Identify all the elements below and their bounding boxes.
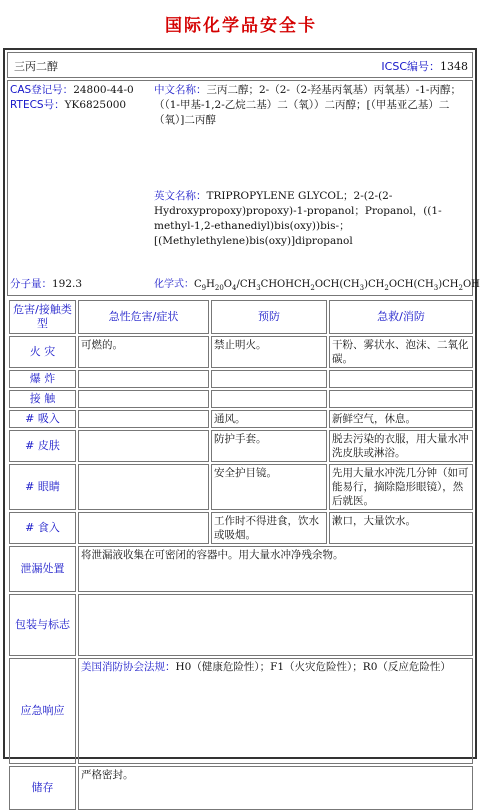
- rtecs-label: RTECS号：: [10, 99, 65, 111]
- header-prevention: 预防: [211, 300, 327, 334]
- row-first-aid: 先用大量水冲洗几分钟（如可能易行，摘除隐形眼镜），然后就医。: [329, 464, 473, 510]
- row-prevention: 工作时不得进食，饮水或吸烟。: [211, 512, 327, 544]
- chemical-name: 三丙二醇: [14, 60, 58, 73]
- row-type: 爆 炸: [9, 370, 76, 388]
- english-name: [154, 189, 472, 249]
- row-first-aid: 漱口，大量饮水。: [329, 512, 473, 544]
- chinese-name-value: 三丙二醇；2-（2-（2-羟基丙氧基）丙氧基）-1-丙醇；（（1-甲基-1,2-乙烷二基）二（氧））二丙醇；[（甲基亚乙基）二（氧）]二丙醇: [154, 84, 461, 126]
- table-row: [9, 464, 473, 510]
- row-prevention: 禁止明火。: [211, 336, 327, 368]
- row-type: 火 灾: [9, 336, 76, 368]
- cas-label: CAS登记号：: [10, 84, 74, 96]
- formula-subscript: 3: [359, 284, 365, 292]
- icsc-value: 1348: [440, 60, 468, 73]
- formula-subscript: 3: [256, 284, 261, 292]
- formula-part: CHOHCH: [260, 279, 311, 290]
- formula-part: O: [223, 279, 232, 290]
- formula-part: )CH: [438, 279, 459, 290]
- spill-label: 泄漏处置: [9, 546, 76, 592]
- row-prevention: [211, 390, 327, 408]
- table-row: [9, 410, 473, 428]
- formula-part: OCH(CH: [314, 279, 360, 290]
- emergency-row: [9, 658, 473, 764]
- packaging-label: 包装与标志: [9, 594, 76, 656]
- table-row: [9, 336, 473, 368]
- header-first-aid: 急救/消防: [329, 300, 473, 334]
- chinese-name: [154, 83, 472, 128]
- table-row: [9, 370, 473, 388]
- formula-part: H: [206, 279, 215, 290]
- row-first-aid: 脱去污染的衣服，用大量水冲洗皮肤或淋浴。: [329, 430, 473, 462]
- formula-subscript: 4: [231, 284, 237, 292]
- formula-subscript: 20: [214, 284, 224, 292]
- formula-subscript: 2: [384, 284, 389, 292]
- formula-value: [194, 279, 480, 290]
- formula-subscript: 2: [458, 284, 463, 292]
- row-symptoms: [78, 464, 209, 510]
- row-symptoms: [78, 370, 209, 388]
- formula-label: 化学式：: [154, 279, 194, 290]
- formula-part: )CH: [364, 279, 385, 290]
- row-symptoms: 可燃的。: [78, 336, 209, 368]
- row-first-aid: [329, 390, 473, 408]
- chinese-name-label: 中文名称：: [154, 84, 207, 96]
- row-first-aid: 干粉、雾状水、泡沫、二氧化碳。: [329, 336, 473, 368]
- row-symptoms: [78, 430, 209, 462]
- english-name-label: 英文名称：: [154, 190, 207, 202]
- formula-part: /CH: [236, 279, 257, 290]
- formula-subscript: 9: [201, 284, 207, 292]
- rtecs-number: YK6825000: [64, 99, 127, 111]
- packaging-text: [78, 594, 473, 656]
- row-prevention: 防护手套。: [211, 430, 327, 462]
- storage-label: 储存: [9, 766, 76, 810]
- identifiers: [10, 83, 152, 113]
- row-first-aid: [329, 370, 473, 388]
- row-prevention: 安全护目镜。: [211, 464, 327, 510]
- formula-part: OH: [462, 279, 480, 290]
- formula-subscript: 2: [310, 284, 315, 292]
- english-name-value: TRIPROPYLENE GLYCOL；2-(2-(2-Hydroxypropoxy)propoxy)-1-propanol；Propanol，((1-methyl-1,2-ethanediyl)bis(oxy))bis-；[(Methylethylene)bis(oxy)]dipropanol: [154, 190, 442, 247]
- safety-card: [3, 48, 480, 794]
- nfpa-text: H0（健康危险性）；F1（火灾危险性）；R0（反应危险性）: [175, 661, 451, 673]
- storage-row: [9, 766, 473, 810]
- formula-part: C: [194, 279, 202, 290]
- header-symptoms: 急性危害/症状: [78, 300, 209, 334]
- emergency-label: 应急响应: [9, 658, 76, 764]
- table-row: [9, 390, 473, 408]
- row-type: # 皮肤: [9, 430, 76, 462]
- card-header: [7, 52, 473, 78]
- spill-text: 将泄漏液收集在可密闭的容器中。用大量水冲净残余物。: [78, 546, 473, 592]
- molecular-weight: [10, 277, 82, 292]
- emergency-text: [78, 658, 473, 764]
- icsc-number: [381, 58, 468, 74]
- hazard-table: [7, 298, 475, 812]
- table-row: [9, 430, 473, 462]
- molecular-weight-label: 分子量：: [10, 278, 52, 290]
- row-prevention: [211, 370, 327, 388]
- row-type: # 吸入: [9, 410, 76, 428]
- row-symptoms: [78, 410, 209, 428]
- chemical-formula: [154, 277, 480, 296]
- icsc-label: ICSC编号：: [381, 60, 440, 73]
- page-title: 国际化学品安全卡: [165, 16, 317, 36]
- table-row: [9, 512, 473, 544]
- storage-text: 严格密封。: [78, 766, 473, 810]
- row-first-aid: 新鲜空气，休息。: [329, 410, 473, 428]
- formula-part: OCH(CH: [388, 279, 434, 290]
- row-type: 接 触: [9, 390, 76, 408]
- header-hazard-type: 危害/接触类型: [9, 300, 76, 334]
- row-type: # 眼睛: [9, 464, 76, 510]
- molecular-weight-value: 192.3: [52, 278, 83, 290]
- identification-section: [7, 80, 480, 296]
- row-symptoms: [78, 512, 209, 544]
- row-prevention: 通风。: [211, 410, 327, 428]
- packaging-row: [9, 594, 473, 656]
- formula-subscript: 3: [433, 284, 439, 292]
- spill-row: [9, 546, 473, 592]
- row-symptoms: [78, 390, 209, 408]
- row-type: # 食入: [9, 512, 76, 544]
- cas-number: 24800-44-0: [73, 84, 134, 96]
- nfpa-label: 美国消防协会法规：: [81, 661, 176, 673]
